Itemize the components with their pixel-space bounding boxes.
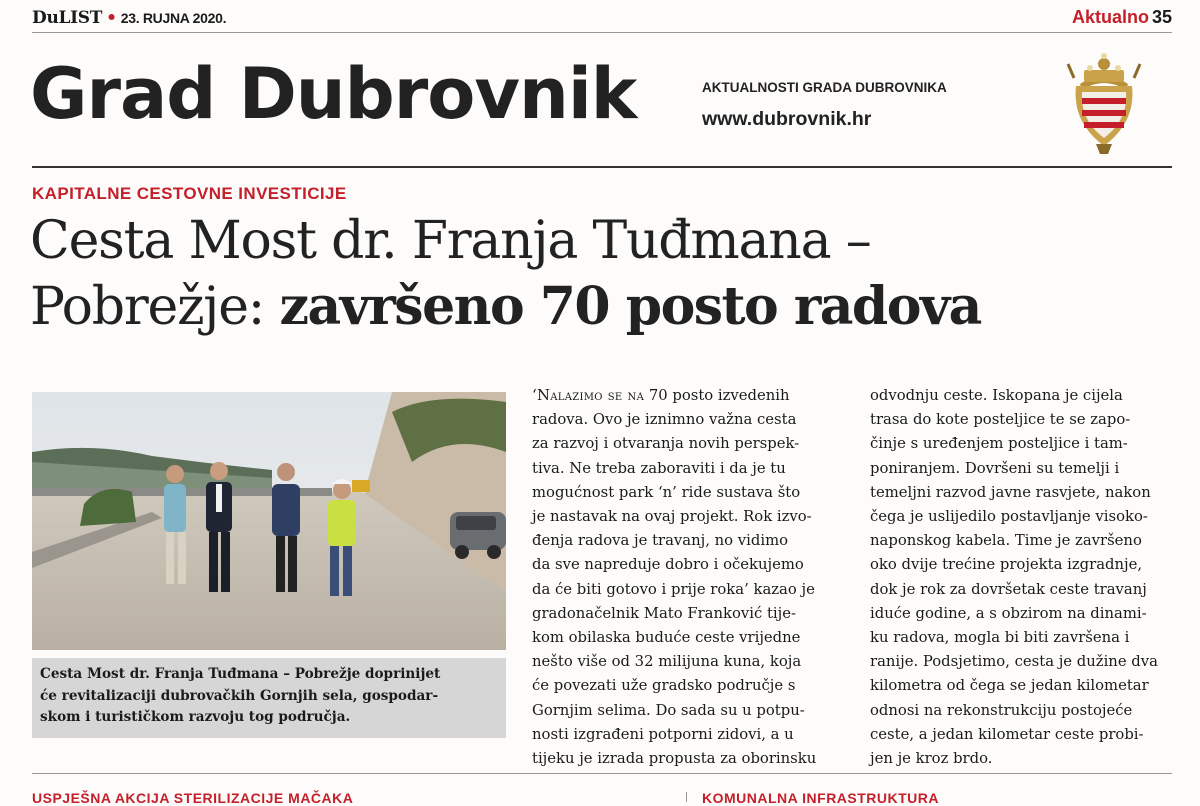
article-line: mogućnost park ‘n’ ride sustava što xyxy=(532,483,801,501)
page-header-bar xyxy=(32,6,1172,33)
article-line: odnosi na rekonstrukciju postojeće xyxy=(870,701,1133,719)
article-line: dok je rok za dovršetak ceste travanj xyxy=(870,580,1147,598)
article-line: je nastavak na ovaj projekt. Rok izvo- xyxy=(532,508,812,526)
article-line: jen je kroz brdo. xyxy=(870,750,993,768)
article-line: kom obilaska buduće ceste vrijedne xyxy=(532,629,801,647)
article-line: poniranjem. Dovršeni su temelji i xyxy=(870,459,1120,477)
article-line: ranije. Podsjetimo, cesta je dužine dva xyxy=(870,653,1158,671)
headline-line-1: Cesta Most dr. Franja Tuđmana – xyxy=(30,211,871,271)
article-line: ku radova, mogla bi biti završena i xyxy=(870,629,1130,647)
footer-divider xyxy=(32,773,1172,774)
article-line: trasa do kote posteljice te se zapo- xyxy=(870,411,1131,429)
article-line: ‘Nalazimo se na 70 posto izvedenih xyxy=(532,387,790,404)
section-name: Aktualno xyxy=(1071,7,1149,27)
article-line: činje s uređenjem posteljice i tam- xyxy=(870,435,1128,453)
article-line: će povezati uže gradsko područje s xyxy=(532,677,796,695)
brand-name: DuLIST xyxy=(32,8,103,28)
article-line: odvodnju ceste. Iskopana je cijela xyxy=(870,387,1123,404)
article-line: nosti izgrađeni potporni zidovi, a u xyxy=(532,725,794,743)
article-line: za razvoj i otvaranja novih perspek- xyxy=(532,435,800,453)
page-number: 35 xyxy=(1151,7,1172,27)
article-line: gradonačelnik Mato Franković tije- xyxy=(532,604,797,622)
article-line: oko dvije trećine projekta izgradnje, xyxy=(870,556,1143,574)
caption-line: Cesta Most dr. Franja Tuđmana – Pobrežje doprinijet xyxy=(40,666,441,682)
issue-date: 23. RUJNA 2020. xyxy=(120,10,227,26)
masthead-tagline: AKTUALNOSTI GRADA DUBROVNIKA xyxy=(702,80,947,95)
next-article-kicker-left: USPJEŠNA AKCIJA STERILIZACIJE MAČAKA xyxy=(32,790,354,806)
masthead-website: www.dubrovnik.hr xyxy=(702,108,872,130)
caption-line: skom i turističkom razvoju tog područja. xyxy=(40,709,351,725)
article-line: nešto više od 32 milijuna kuna, koja xyxy=(532,653,802,671)
article-headline xyxy=(30,208,981,340)
article-line: da će biti gotovo i prije roka’ kazao je xyxy=(532,580,815,598)
article-line: tiva. Ne treba zaboraviti i da je tu xyxy=(532,459,786,477)
lead-in: ‘Nalazimo se na xyxy=(532,387,645,404)
article-line: naponskog kabela. Time je završeno xyxy=(870,532,1142,550)
article-line: radova. Ovo je iznimno važna cesta xyxy=(532,411,797,429)
article-line: ceste, a jedan kilometar ceste probi- xyxy=(870,725,1144,743)
article-line: kilometra od čega se jedan kilometar xyxy=(870,677,1149,695)
article-line: tijeku je izrada propusta za oborinsku xyxy=(532,750,817,768)
caption-line: će revitalizaciji dubrovačkih Gornjih sela, gospodar- xyxy=(40,687,439,704)
article-column-2 xyxy=(870,384,1192,771)
next-article-kicker-right: KOMUNALNA INFRASTRUKTURA xyxy=(702,790,940,806)
article-line: čega je uslijedilo postavljanje visoko- xyxy=(870,508,1148,526)
dubrovnik-coat-of-arms-icon xyxy=(1066,44,1142,156)
article-line: đenja radova je travanj, no vidimo xyxy=(532,532,789,550)
masthead-title: Grad Dubrovnik xyxy=(30,53,637,135)
article-column-1 xyxy=(532,384,854,771)
footer-column-separator xyxy=(686,792,687,802)
section-label xyxy=(1072,7,1172,28)
article-line: temeljni razvod javne rasvjete, nakon xyxy=(870,483,1151,501)
masthead-divider xyxy=(32,166,1172,168)
newspaper-brand: DuLIST • 23. RUJNA 2020. xyxy=(32,8,227,28)
article-kicker: KAPITALNE CESTOVNE INVESTICIJE xyxy=(32,184,347,203)
article-line: da sve napreduje dobro i očekujemo xyxy=(532,556,804,574)
headline-line-2-regular: Pobrežje: xyxy=(30,277,280,337)
article-photo xyxy=(32,392,506,650)
article-line: Gornjim selima. Do sada su u potpu- xyxy=(532,701,805,719)
headline-line-2-bold: završeno 70 posto radova xyxy=(279,276,981,337)
article-line: iduće godine, a s obzirom na dinami- xyxy=(870,604,1147,622)
photo-caption xyxy=(32,658,506,738)
